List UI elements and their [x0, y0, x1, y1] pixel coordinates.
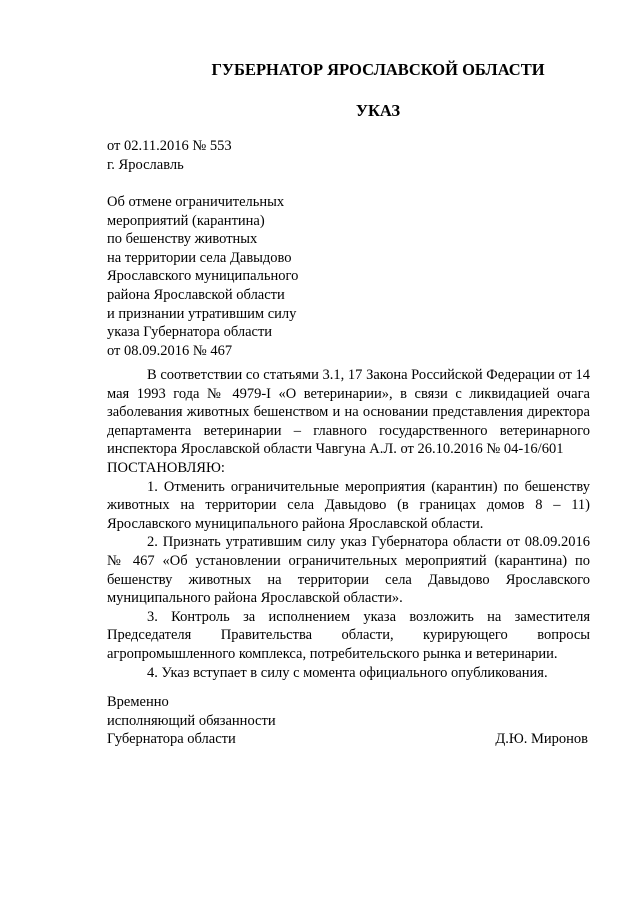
item-paragraph: 2. Признать утратившим силу указ Губернатора области от 08.09.2016 № 467 «Об установлении ограничительных мероприятий (карантина) по бешенству животных на территории села Давыдово Ярославского муниципального района Ярославской области». [107, 534, 590, 607]
preamble-paragraph: В соответствии со статьями 3.1, 17 Закона Российской Федерации от 14 мая 1993 года № 4979-I «О ветеринарии», в связи с ликвидацией очага заболевания животных бешенством и на основании представления директора департамента ветеринарии – главного государственного ветеринарного инспектора Ярославской области Чавгуна А.Л. от 26.10.2016 № 04-16/601 [107, 367, 590, 458]
date-number: от 02.11.2016 № 553 [107, 138, 232, 154]
item-paragraph: 4. Указ вступает в силу с момента официального опубликования. [147, 664, 548, 681]
document-subject [107, 193, 298, 360]
signature-position-line: Губернатора области [107, 731, 236, 748]
subject-line: от 08.09.2016 № 467 [107, 342, 233, 359]
document-meta [107, 137, 232, 174]
signature-position [107, 693, 276, 749]
signature-position-line: исполняющий обязанности [107, 712, 276, 729]
signature-position-line: Временно [107, 694, 169, 710]
subject-line: и признании утратившим силу [107, 305, 297, 322]
item-paragraph: 3. Контроль за исполнением указа возложить на заместителя Председателя Правительства области, курирующего вопросы агропромышленного комплекса, потребительского рынка и ветеринарии. [107, 608, 590, 662]
document-body [107, 366, 590, 682]
signatory-name: Д.Ю. Миронов [495, 731, 588, 747]
subject-line: района Ярославской области [107, 286, 285, 303]
authority-heading: ГУБЕРНАТОР ЯРОСЛАВСКОЙ ОБЛАСТИ [211, 60, 545, 79]
subject-line: Об отмене ограничительных [107, 194, 285, 210]
city: г. Ярославль [107, 156, 184, 173]
item-paragraph: 1. Отменить ограничительные мероприятия (карантин) по бешенству животных на территории села Давыдово (в границах домов 8 – 11) Ярославского муниципального района Ярославской области. [107, 478, 590, 532]
subject-line: на территории села Давыдово [107, 249, 292, 266]
subject-line: указа Губернатора области [107, 324, 273, 341]
document-type-heading: УКАЗ [355, 101, 401, 120]
resolve-line: ПОСТАНОВЛЯЮ: [107, 459, 225, 476]
subject-line: Ярославского муниципального [107, 268, 299, 285]
subject-line: мероприятий (карантина) [107, 212, 265, 229]
subject-line: по бешенству животных [107, 231, 258, 248]
